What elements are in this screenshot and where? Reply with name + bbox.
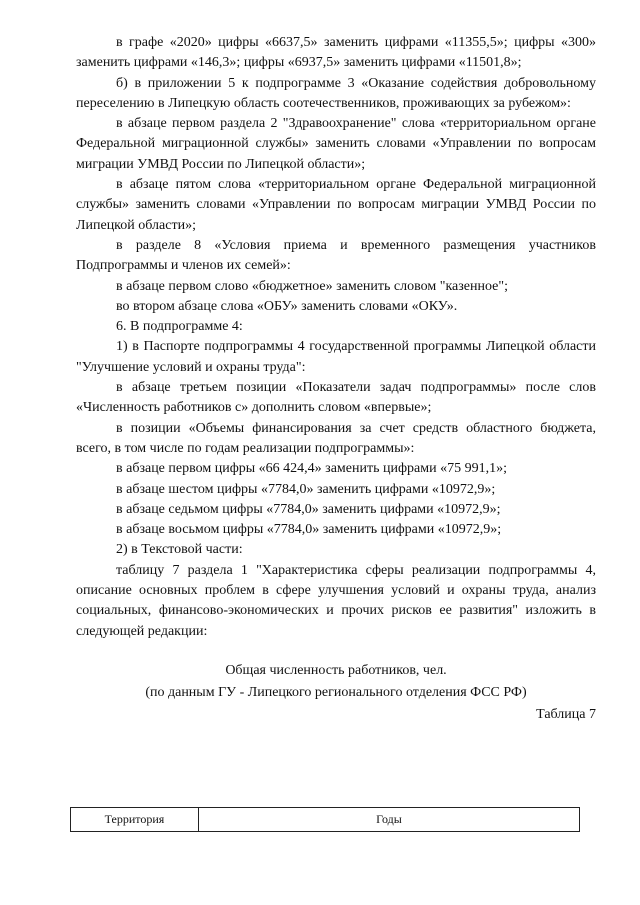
paragraph-7: во втором абзаце слова «ОБУ» заменить словами «ОКУ». [116, 298, 458, 314]
table-title: Общая численность работников, чел. [225, 662, 447, 678]
table-source: (по данным ГУ - Липецкого регионального отделения ФСС РФ) [145, 684, 527, 700]
paragraph-4: в абзаце пятом слова «территориальном органе Федеральной миграционной службы» заменить словами «Управлении по вопросам миграции УМВД России по Липецкой области»; [76, 177, 596, 233]
table-caption [76, 660, 596, 726]
paragraph-12: в абзаце первом цифры «66 424,4» заменить цифрами «75 991,1»; [116, 461, 507, 477]
paragraph-2: б) в приложении 5 к подпрограмме 3 «Оказание содействия добровольному переселению в Липецкую область соотечественников, проживающих за рубежом»: [76, 75, 596, 111]
table-number-label: Таблица 7 [536, 706, 596, 722]
paragraph-11: в позиции «Объемы финансирования за счет средств областного бюджета, всего, в том числе по годам реализации подпрограммы»: [76, 420, 596, 456]
data-table [70, 807, 580, 832]
paragraph-8: 6. В подпрограмме 4: [116, 319, 243, 335]
paragraph-3: в абзаце первом раздела 2 "Здравоохранение" слова «территориальном органе Федеральной миграционной службы» заменить словами «Управлении по вопросам миграции УМВД России по Липецкой области»; [76, 116, 596, 172]
paragraph-16: 2) в Текстовой части: [116, 542, 243, 558]
paragraph-17: таблицу 7 раздела 1 "Характеристика сферы реализации подпрограммы 4, описание основных проблем в сфере улучшения условий и охраны труда, анализ социальных, финансово-экономических и прочих рисков ее развития" изложить в следующей редакции: [76, 562, 596, 639]
paragraph-6: в абзаце первом слово «бюджетное» заменить словом "казенное"; [116, 278, 508, 294]
paragraph-1: в графе «2020» цифры «6637,5» заменить цифрами «11355,5»; цифры «300» заменить цифрами «146,3»; цифры «6937,5» заменить цифрами «11501,8»; [76, 35, 596, 71]
paragraph-10: в абзаце третьем позиции «Показатели задач подпрограммы» после слов «Численность работников с» дополнить словом «впервые»; [76, 380, 596, 416]
paragraph-9: 1) в Паспорте подпрограммы 4 государственной программы Липецкой области "Улучшение условий и охраны труда": [76, 339, 596, 375]
paragraph-13: в абзаце шестом цифры «7784,0» заменить цифрами «10972,9»; [116, 481, 496, 497]
table-header-territory: Территория [71, 808, 199, 831]
paragraph-14: в абзаце седьмом цифры «7784,0» заменить цифрами «10972,9»; [116, 501, 501, 517]
paragraph-5: в разделе 8 «Условия приема и временного размещения участников Подпрограммы и членов их семей»: [76, 237, 596, 274]
paragraph-15: в абзаце восьмом цифры «7784,0» заменить цифрами «10972,9»; [116, 522, 502, 538]
document-page [76, 33, 596, 726]
table-header-years: Годы [376, 812, 402, 826]
